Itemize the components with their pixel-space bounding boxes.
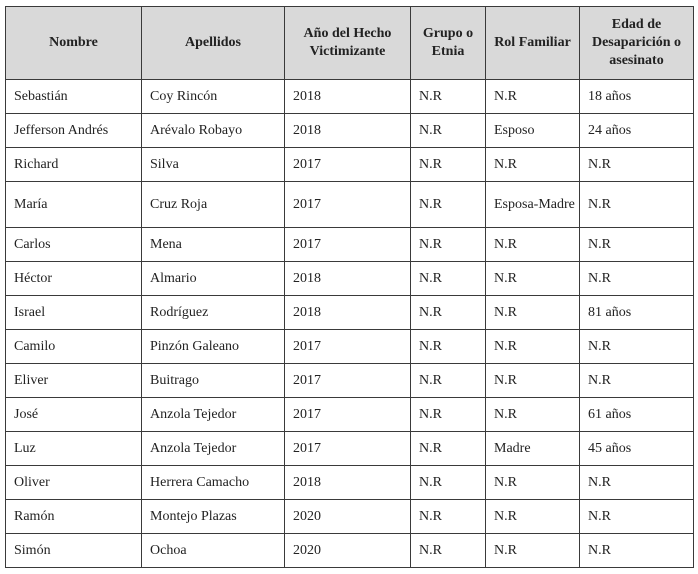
cell-nombre: Oliver	[6, 466, 142, 500]
cell-edad: N.R	[580, 364, 694, 398]
table-row	[6, 148, 694, 182]
table-row	[6, 262, 694, 296]
cell-edad: N.R	[580, 262, 694, 296]
cell-edad: N.R	[580, 500, 694, 534]
table-row	[6, 228, 694, 262]
cell-rol-familiar: N.R	[486, 330, 580, 364]
cell-rol-familiar: Esposo	[486, 114, 580, 148]
cell-nombre: Israel	[6, 296, 142, 330]
cell-nombre: María	[6, 182, 142, 228]
cell-edad: 18 años	[580, 80, 694, 114]
cell-nombre: Simón	[6, 534, 142, 568]
table-row	[6, 80, 694, 114]
header-nombre: Nombre	[6, 7, 142, 80]
cell-edad: N.R	[580, 466, 694, 500]
cell-nombre: Carlos	[6, 228, 142, 262]
cell-anio: 2017	[285, 330, 411, 364]
header-row	[6, 7, 694, 80]
cell-nombre: Sebastián	[6, 80, 142, 114]
cell-anio: 2017	[285, 432, 411, 466]
cell-anio: 2017	[285, 228, 411, 262]
cell-nombre: Ramón	[6, 500, 142, 534]
cell-rol-familiar: N.R	[486, 398, 580, 432]
header-rol-familiar: Rol Familiar	[486, 7, 580, 80]
cell-grupo-etnia: N.R	[411, 148, 486, 182]
cell-rol-familiar: N.R	[486, 80, 580, 114]
cell-apellidos: Coy Rincón	[142, 80, 285, 114]
table-row	[6, 398, 694, 432]
cell-grupo-etnia: N.R	[411, 330, 486, 364]
table-row	[6, 432, 694, 466]
cell-edad: N.R	[580, 330, 694, 364]
victims-table	[5, 6, 694, 568]
cell-rol-familiar: N.R	[486, 500, 580, 534]
cell-grupo-etnia: N.R	[411, 500, 486, 534]
cell-rol-familiar: Esposa-Madre	[486, 182, 580, 228]
cell-anio: 2020	[285, 534, 411, 568]
cell-nombre: Camilo	[6, 330, 142, 364]
cell-edad: N.R	[580, 228, 694, 262]
cell-apellidos: Rodríguez	[142, 296, 285, 330]
cell-edad: 24 años	[580, 114, 694, 148]
cell-apellidos: Montejo Plazas	[142, 500, 285, 534]
cell-apellidos: Herrera Camacho	[142, 466, 285, 500]
cell-edad: 81 años	[580, 296, 694, 330]
table-row	[6, 114, 694, 148]
cell-apellidos: Pinzón Galeano	[142, 330, 285, 364]
cell-anio: 2017	[285, 398, 411, 432]
table-body	[6, 80, 694, 568]
header-anio: Año del Hecho Victimizante	[285, 7, 411, 80]
cell-grupo-etnia: N.R	[411, 80, 486, 114]
cell-anio: 2018	[285, 296, 411, 330]
table-row	[6, 182, 694, 228]
cell-grupo-etnia: N.R	[411, 364, 486, 398]
cell-apellidos: Ochoa	[142, 534, 285, 568]
table-header	[6, 7, 694, 80]
table-row	[6, 466, 694, 500]
table-row	[6, 500, 694, 534]
cell-anio: 2017	[285, 182, 411, 228]
table-row	[6, 534, 694, 568]
cell-anio: 2018	[285, 262, 411, 296]
table-row	[6, 296, 694, 330]
cell-edad: 61 años	[580, 398, 694, 432]
cell-nombre: Jefferson Andrés	[6, 114, 142, 148]
header-grupo-etnia: Grupo o Etnia	[411, 7, 486, 80]
table-container	[5, 6, 694, 568]
cell-rol-familiar: N.R	[486, 228, 580, 262]
cell-nombre: Richard	[6, 148, 142, 182]
cell-nombre: Luz	[6, 432, 142, 466]
cell-apellidos: Anzola Tejedor	[142, 432, 285, 466]
table-row	[6, 330, 694, 364]
cell-apellidos: Mena	[142, 228, 285, 262]
cell-anio: 2017	[285, 364, 411, 398]
header-edad: Edad de Desaparición o asesinato	[580, 7, 694, 80]
cell-apellidos: Cruz Roja	[142, 182, 285, 228]
cell-grupo-etnia: N.R	[411, 114, 486, 148]
cell-grupo-etnia: N.R	[411, 262, 486, 296]
cell-grupo-etnia: N.R	[411, 228, 486, 262]
cell-apellidos: Arévalo Robayo	[142, 114, 285, 148]
cell-rol-familiar: N.R	[486, 534, 580, 568]
cell-grupo-etnia: N.R	[411, 296, 486, 330]
cell-nombre: Héctor	[6, 262, 142, 296]
cell-anio: 2017	[285, 148, 411, 182]
cell-grupo-etnia: N.R	[411, 466, 486, 500]
cell-grupo-etnia: N.R	[411, 432, 486, 466]
cell-grupo-etnia: N.R	[411, 182, 486, 228]
cell-edad: 45 años	[580, 432, 694, 466]
cell-anio: 2018	[285, 114, 411, 148]
cell-grupo-etnia: N.R	[411, 534, 486, 568]
table-row	[6, 364, 694, 398]
cell-rol-familiar: N.R	[486, 262, 580, 296]
cell-nombre: José	[6, 398, 142, 432]
cell-edad: N.R	[580, 148, 694, 182]
cell-rol-familiar: N.R	[486, 364, 580, 398]
cell-apellidos: Silva	[142, 148, 285, 182]
cell-rol-familiar: N.R	[486, 466, 580, 500]
cell-grupo-etnia: N.R	[411, 398, 486, 432]
cell-rol-familiar: N.R	[486, 296, 580, 330]
cell-anio: 2018	[285, 80, 411, 114]
cell-edad: N.R	[580, 182, 694, 228]
cell-apellidos: Almario	[142, 262, 285, 296]
cell-nombre: Eliver	[6, 364, 142, 398]
cell-apellidos: Buitrago	[142, 364, 285, 398]
cell-edad: N.R	[580, 534, 694, 568]
cell-rol-familiar: Madre	[486, 432, 580, 466]
cell-apellidos: Anzola Tejedor	[142, 398, 285, 432]
header-apellidos: Apellidos	[142, 7, 285, 80]
cell-anio: 2020	[285, 500, 411, 534]
cell-anio: 2018	[285, 466, 411, 500]
cell-rol-familiar: N.R	[486, 148, 580, 182]
